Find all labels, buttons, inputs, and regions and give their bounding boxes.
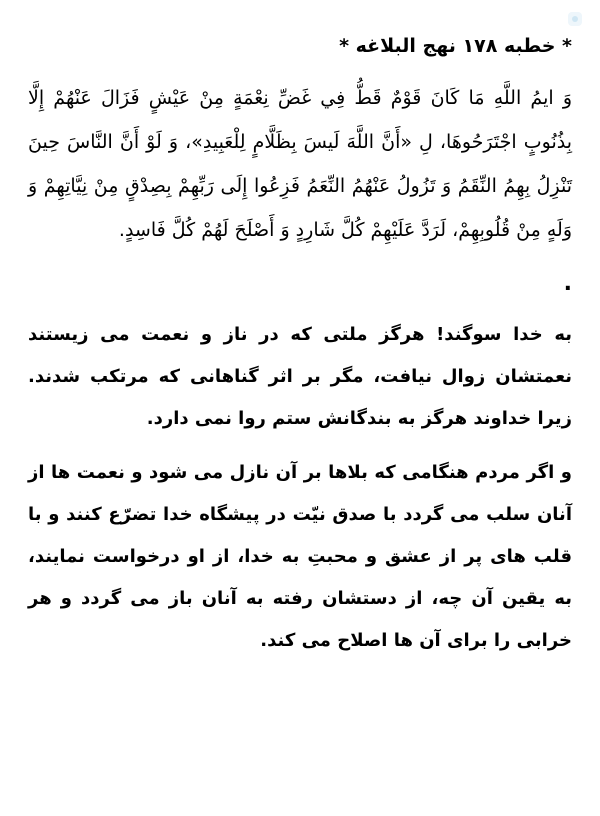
arabic-sermon-text: وَ ايمُ اللَّهِ مَا كَانَ قَوْمٌ قَطُّ فِي غَضِّ نِعْمَةٍ مِنْ عَيْشٍ فَزَالَ عَنْهُمْ إِلَّا بِذُنُوبٍ اجْتَرَحُوهَا، لِ «أَنَّ اللَّهَ لَيسَ بِظَلَّامٍ لِلْعَبِيدِ»، وَ لَوْ أَنَّ النَّاسَ حِينَ تَنْزِلُ بِهِمُ النِّقَمُ وَ تَزُولُ عَنْهُمُ النِّعَمُ فَزِعُوا إِلَى رَبِّهِمْ بِصِدْقٍ مِنْ نِيَّاتِهِمْ وَ وَلَهٍ مِنْ قُلُوبِهِمْ، لَرَدَّ عَلَيْهِمْ كُلَّ شَارِدٍ وَ أَصْلَحَ لَهُمْ كُلَّ فَاسِدٍ. (28, 87, 572, 241)
app-corner-icon (568, 12, 582, 26)
section-separator: . (563, 271, 572, 296)
persian-translation-paragraph-1: به خدا سوگند! هرگز ملتی که در ناز و نعمت می زیستند نعمتشان زوال نیافت، مگر بر اثر گناهانی که مرتکب شدند. زیرا خداوند هرگز به بندگانش ستم روا نمی دارد. (28, 324, 572, 429)
sermon-page (28, 30, 572, 662)
persian-translation-paragraph-2: و اگر مردم هنگامی که بلاها بر آن نازل می شود و نعمت ها از آنان سلب می گردد با صدق نیّت در پیشگاه خدا تضرّع کنند و با قلب های پر از عشق و محبتِ به خدا، از او درخواست نمایند، به یقین آن چه، از دستشان رفته به آنان باز می گردد و هر خرابی را برای آن ها اصلاح می کند. (28, 462, 572, 651)
page-title: * خطبه ۱۷۸ نهج البلاغه * (339, 35, 572, 57)
